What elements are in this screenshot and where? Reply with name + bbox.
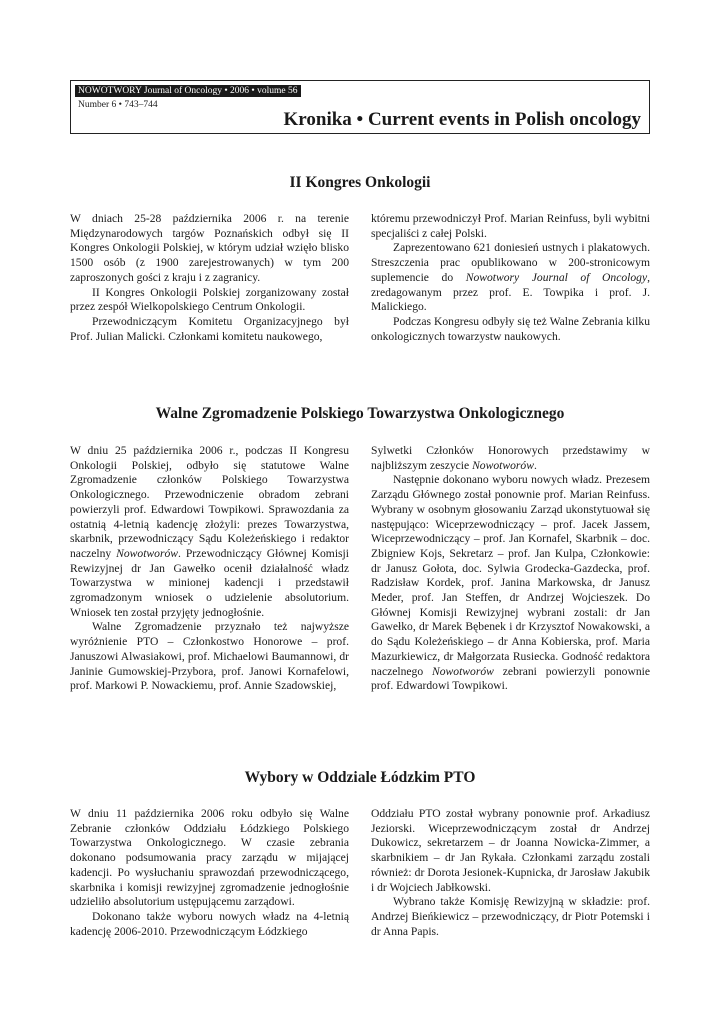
paragraph: Zaprezentowano 621 doniesień ustnych i plakatowych. Streszczenia prac opublikowano w 200-stronicowym suplemencie do Nowotwory Journal of Oncology, zredagowanym przez prof. E. Towpika i prof. J. Malickiego.: [371, 241, 650, 314]
paragraph: Wybrano także Komisję Rewizyjną w składzie: prof. Andrzej Bieńkiewicz – przewodniczący, dr Piotr Potemski i dr Anna Papis.: [371, 895, 650, 938]
section-title-kongres: II Kongres Onkologii: [289, 174, 431, 191]
paragraph: Oddziału PTO został wybrany ponownie prof. Arkadiusz Jeziorski. Wiceprzewodniczącym został dr Andrzej Dukowicz, sekretarzem – dr Joanna Nowicka-Zimmer, a skarbnikiem – dr Jan Rykała. Członkami zarządu zostali również: dr Dorota Jesionek-Kupnicka, dr Jarosław Jakubik i dr Wojciech Jabłkowski.: [371, 807, 650, 894]
section-title-walne-zgromadzenie: Walne Zgromadzenie Polskiego Towarzystwa Onkologicznego: [155, 405, 565, 422]
paragraph: Sylwetki Członków Honorowych przedstawimy w najbliższym zeszycie Nowotworów.: [371, 444, 650, 472]
section-walne-right-column: [371, 444, 650, 694]
paragraph: W dniu 11 października 2006 roku odbyło się Walne Zebranie członków Oddziału Łódzkiego Polskiego Towarzystwa Onkologicznego. W czasie zebrania dokonano podsumowania pracy zarządu w mijającej kadencji. Po wysłuchaniu sprawozdań przewodniczącego, skarbnika i komisji rewizyjnej zgromadzenie jednogłośnie udzieliło absolutorium ustępującemu zarządowi.: [70, 807, 349, 909]
journal-header-box: [70, 80, 650, 134]
section-walne-left-column: [70, 444, 349, 694]
issue-number: Number 6 • 743–744: [78, 100, 158, 110]
section-wybory-left-column: [70, 807, 349, 939]
journal-title-banner: NOWOTWORY Journal of Oncology • 2006 • volume 56: [75, 85, 301, 97]
section-wybory-right-column: [371, 807, 650, 939]
paragraph: Podczas Kongresu odbyły się też Walne Zebrania kilku onkologicznych towarzystw naukowych.: [371, 314, 650, 343]
section-kongres-left-column: [70, 212, 349, 344]
paragraph: W dniu 25 października 2006 r., podczas II Kongresu Onkologii Polskiej, odbyło się statutowe Walne Zgromadzenie członków Polskiego Towarzystwa Onkologicznego. Przewodniczenie obradom zebrani powierzyli prof. Edwardowi Towpikowi. Sprawozdania za ostatnią 4-letnią kadencję złożyli: prezes Towarzystwa, skarbnik, przewodniczący Sądu Koleżeńskiego i redaktor naczelny Nowotworów. Przewodniczący Głównej Komisji Rewizyjnej dr Jan Gawełko ocenił działalność władz Towarzystwa w minionej kadencji i przedstawił zgromadzonym wniosek o udzielenie absolutorium. Wniosek ten został przyjęty jednogłośnie.: [70, 444, 349, 619]
kronika-heading: Kronika • Current events in Polish oncology: [283, 109, 641, 130]
paragraph: Dokonano także wyboru nowych władz na 4-letnią kadencję 2006-2010. Przewodniczącym Łódzkiego: [70, 909, 349, 938]
section-title-wybory-lodz: Wybory w Oddziale Łódzkim PTO: [244, 769, 476, 786]
paragraph: Walne Zgromadzenie przyznało też najwyższe wyróżnienie PTO – Członkostwo Honorowe – prof. Januszowi Alwasiakowi, prof. Michaelowi Baumannowi, dr Janinie Gumowskiej-Przybora, prof. Janowi Kornafelowi, prof. Markowi P. Nowackiemu, prof. Annie Szadowskiej,: [70, 620, 349, 693]
paragraph: Następnie dokonano wyboru nowych władz. Prezesem Zarządu Głównego został ponownie prof. Marian Reinfuss. Wybrany w osobnym głosowaniu Zarząd ukonstytuował się następująco: Wiceprzewodniczący – prof. Jacek Jassem, Wiceprzewodniczący – prof. Jan Kornafel, Skarbnik – doc. Zbigniew Kojs, Sekretarz – prof. Jan Kulpa, Członkowie: dr Janusz Gołota, doc. Sylwia Grodecka-Gazdecka, prof. Radzisław Kordek, prof. Janina Markowska, dr Janusz Meder, prof. Jan Steffen, dr Andrzej Wojcieszek. Do Głównej Komisji Rewizyjnej wybrani zostali: dr Jan Gawełko, dr Marek Bębenek i dr Krzysztof Nowakowski, a do Sądu Koleżeńskiego – dr Anna Kobierska, prof. Maria Mazurkiewicz, dr Małgorzata Rusiecka. Godność redaktora naczelnego Nowotworów zebrani powierzyli ponownie prof. Edwardowi Towpikowi.: [371, 473, 650, 693]
paragraph: W dniach 25-28 października 2006 r. na terenie Międzynarodowych targów Poznańskich odbył się II Kongres Onkologii Polskiej, w którym udział wzięło blisko 1500 osób (z 1900 zarejestrowanych) w tym 200 zaproszonych gości z kraju i z zagranicy.: [70, 212, 349, 284]
paragraph: któremu przewodniczył Prof. Marian Reinfuss, byli wybitni specjaliści z całej Polski.: [371, 212, 650, 240]
section-kongres-right-column: [371, 212, 650, 344]
paragraph: II Kongres Onkologii Polskiej zorganizowany został przez zespół Wielkopolskiego Centrum Onkologii.: [70, 285, 349, 314]
paragraph: Przewodniczącym Komitetu Organizacyjnego był Prof. Julian Malicki. Członkami komitetu naukowego,: [70, 314, 349, 343]
